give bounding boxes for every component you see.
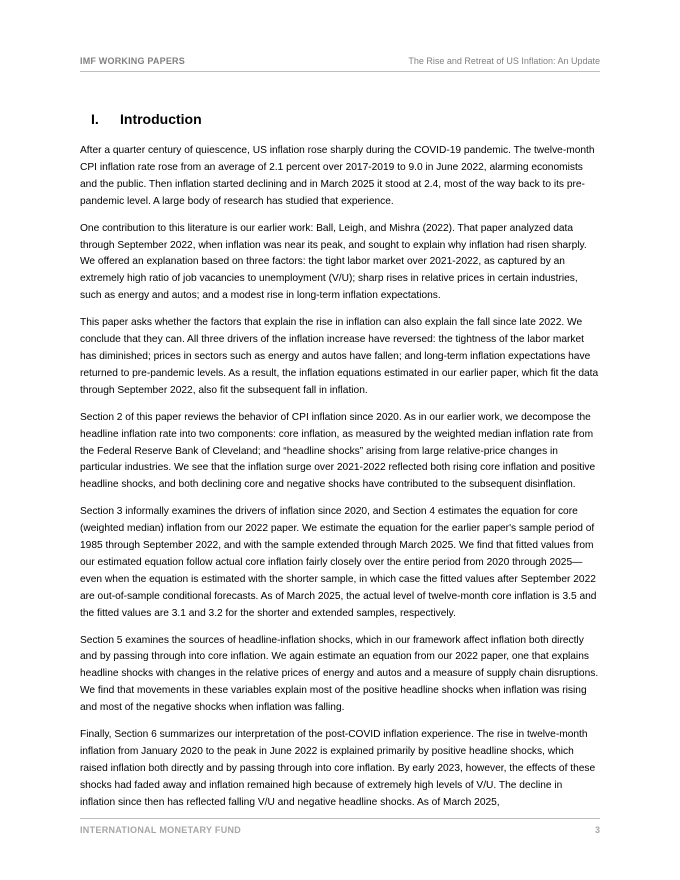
header-paper-title: The Rise and Retreat of US Inflation: An Update — [408, 56, 600, 66]
section-title: Introduction — [120, 111, 202, 127]
paragraph: After a quarter century of quiescence, US inflation rose sharply during the COVID-19 pandemic. The twelve-month CPI inflation rate rose from an average of 2.1 percent over 2017-2019 to 9.0 in June 2022, alarming economists and the public. Then inflation started declining and in March 2025 it stood at 2.4, most of the way back to its pre-pandemic level. A large body of research has studied that experience. — [80, 145, 595, 207]
section-heading — [91, 111, 202, 127]
footer-publisher: INTERNATIONAL MONETARY FUND — [80, 825, 242, 835]
paragraph: Section 5 examines the sources of headline-inflation shocks, which in our framework affect inflation both directly and by passing through into core inflation. We again estimate an equation from our 2022 paper, one that explains headline shocks with changes in the relative prices of energy and autos and a measure of supply chain disruptions. We find that movements in these variables explain most of the positive headline shocks when inflation was rising and most of the negative shocks when inflation was falling. — [80, 634, 599, 714]
paragraph: This paper asks whether the factors that explain the rise in inflation can also explain the fall since late 2022. We conclude that they can. All three drivers of the inflation increase have reversed: the tightness of the labor market has diminished; prices in sectors such as energy and autos have fallen; and long-term inflation expectations have returned to pre-pandemic levels. As a result, the inflation equations estimated in our earlier paper, which fit the data through September 2022, also fit the subsequent fall in inflation. — [80, 317, 599, 396]
body-text — [80, 143, 600, 822]
paragraph: Finally, Section 6 summarizes our interpretation of the post-COVID inflation experience. The rise in twelve-month inflation from January 2020 to the peak in June 2022 is explained primarily by positive headline shocks, which raised inflation both directly and by passing through into core inflation. By early 2023, however, the effects of these shocks had faded away and inflation remained high because of extremely high levels of V/U. The decline in inflation since then has reflected falling V/U and negative headline shocks. As of March 2025, — [80, 729, 596, 808]
paragraph: Section 2 of this paper reviews the behavior of CPI inflation since 2020. As in our earlier work, we decompose the headline inflation rate into two components: core inflation, as measured by the weighted median inflation rate from the Federal Reserve Bank of Cleveland; and “headline shocks” arising from large relative-price changes in particular industries. We see that the inflation surge over 2021-2022 reflected both rising core inflation and positive headline shocks, and both declining core and negative shocks have contributed to the subsequent disinflation. — [80, 411, 596, 491]
section-number: I. — [91, 111, 99, 127]
paragraph: Section 3 informally examines the drivers of inflation since 2020, and Section 4 estimates the equation for core (weighted median) inflation from our 2022 paper. We estimate the equation for the earlier paper's sample period of 1985 through September 2022, and with the sample extended through March 2025. We find that fitted values from our estimated equation follow actual core inflation fairly closely over the entire period from 2020 through 2025—even when the equation is estimated with the shorter sample, in which case the fitted values after September 2022 are out-of-sample conditional forecasts. As of March 2025, the actual level of twelve-month core inflation is 3.5 and the fitted values are 3.1 and 3.2 for the shorter and extended samples, respectively. — [80, 506, 597, 619]
paragraph: One contribution to this literature is our earlier work: Ball, Leigh, and Mishra (2022). That paper analyzed data through September 2022, when inflation was near its peak, and sought to explain why inflation had risen sharply. We offered an explanation based on three factors: the tight labor market over 2021-2022, as captured by an extremely high ratio of job vacancies to unemployment (V/U); sharp rises in relative prices in certain industries, such as energy and autos; and a modest rise in long-term inflation expectations. — [80, 222, 587, 302]
header-series-title: IMF WORKING PAPERS — [80, 56, 185, 66]
page-number: 3 — [594, 825, 600, 835]
running-footer — [80, 818, 600, 839]
running-header — [80, 55, 600, 72]
